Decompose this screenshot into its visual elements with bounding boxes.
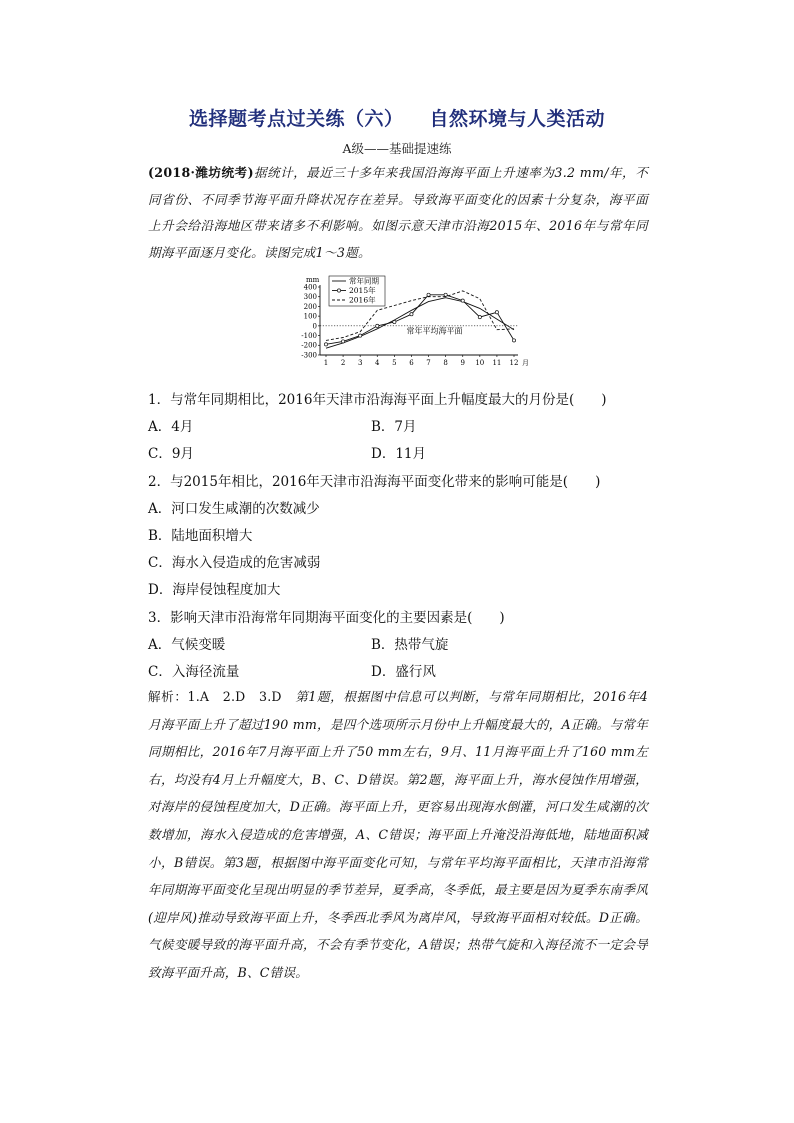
answer-explanation <box>148 683 648 987</box>
x-tick-label: 1 <box>323 359 329 367</box>
question-3-option-c: C．入海径流量 <box>148 664 240 680</box>
y-tick-label: -100 <box>301 331 317 340</box>
question-3-stem: 3．影响天津市沿海常年同期海平面变化的主要因素是( ) <box>148 610 505 626</box>
x-tick-label: 5 <box>392 359 397 367</box>
series-2015-point <box>461 299 464 302</box>
question-2-stem: 2．与2015年相比，2016年天津市沿海海平面变化带来的影响可能是( ) <box>148 474 601 490</box>
intro-source: (2018·潍坊统考) <box>148 165 254 180</box>
x-tick-label: 8 <box>443 359 448 367</box>
section-subtitle: A级——基础提速练 <box>342 141 452 156</box>
series-2015-point <box>478 316 481 319</box>
mean-sea-level-label: 常年平均海平面 <box>406 326 463 336</box>
x-tick-label: 7 <box>426 359 431 367</box>
question-3-option-b: B．热带气旋 <box>371 637 449 653</box>
x-tick-label: 6 <box>409 359 414 367</box>
series-2015-point <box>341 340 344 343</box>
legend-marker <box>337 289 340 292</box>
x-tick-label: 10 <box>475 359 485 367</box>
y-tick-label: 0 <box>312 322 317 331</box>
x-axis-unit-label: 月 <box>522 359 529 367</box>
x-tick-label: 9 <box>460 359 465 367</box>
x-tick-label: 12 <box>509 359 519 367</box>
legend-label: 2016年 <box>349 295 376 305</box>
y-tick-label: -300 <box>301 351 317 360</box>
series-2015-point <box>410 313 413 316</box>
title-part-b: 自然环境与人类活动 <box>429 108 606 130</box>
question-1-option-c: C．9月 <box>148 446 194 462</box>
question-1-option-b: B．7月 <box>371 419 417 435</box>
intro-paragraph <box>148 160 648 266</box>
y-tick-label: 300 <box>303 293 317 302</box>
y-tick-label: 200 <box>303 302 317 311</box>
series-2015-point <box>495 311 498 314</box>
question-2-option-a: A．河口发生咸潮的次数减少 <box>148 501 320 517</box>
legend-label: 常年同期 <box>349 276 379 286</box>
y-tick-label: 400 <box>303 283 317 292</box>
x-tick-label: 2 <box>340 359 346 367</box>
sea-level-chart <box>290 273 540 383</box>
x-tick-label: 4 <box>375 359 380 367</box>
question-2-option-c: C．海水入侵造成的危害减弱 <box>148 555 321 571</box>
answer-text: 第1题，根据图中信息可以判断，与常年同期相比，2016年4月海平面上升了超过190 mm，是四个选项所示月份中上升幅度最大的，A正确。与常年同期相比，2016年7月海平面上升了50 mm左右，9月、11月海平面上升了160 mm左右，均没有4月上升幅度大，B、C、D错误。第2题，海平面上升，海水侵蚀作用增强，对海岸的侵蚀程度加大，D正确。海平面上升，更容易出现海水倒灌，河口发生咸潮的次数增加，海水入侵造成的危害增强，A、C错误；海平面上升淹没沿海低地，陆地面积减小，B错误。第3题，根据图中海平面变化可知，与常年平均海平面相比，天津市沿海常年同期海平面变化呈现出明显的季节差异，夏季高，冬季低，最主要是因为夏季东南季风(迎岸风)推动导致海平面上升，冬季西北季风为离岸风，导致海平面相对较低。D正确。气候变暖导致的海平面升高，不会有季节变化，A错误；热带气旋和入海径流不一定会导致海平面升高，B、C错误。 <box>148 689 649 980</box>
series-2015-point <box>512 339 515 342</box>
series-2015-point <box>444 293 447 296</box>
question-1-option-d: D．11月 <box>371 446 427 462</box>
intro-text: 据统计，最近三十多年来我国沿海海平面上升速率为3.2 mm/年，不同省份、不同季节海平面升降状况存在差异。导致海平面变化的因素十分复杂，海平面上升会给沿海地区带来诸多不利影响。如图示意天津市沿海2015年、2016年与常年同期海平面逐月变化。读图完成1～3题。 <box>148 165 648 260</box>
y-tick-label: -200 <box>301 341 317 350</box>
page-title <box>0 104 794 131</box>
answer-label: 解析：1.A 2.D 3.D <box>148 689 282 704</box>
y-axis-unit-label: mm <box>306 276 320 284</box>
question-1-option-a: A．4月 <box>148 419 194 435</box>
series-2015-point <box>393 320 396 323</box>
x-tick-label: 11 <box>492 359 502 367</box>
series-2015-point <box>324 343 327 346</box>
question-2-option-b: B．陆地面积增大 <box>148 528 253 544</box>
y-tick-label: 100 <box>303 312 317 321</box>
question-3-option-d: D．盛行风 <box>371 664 436 680</box>
question-2-option-d: D．海岸侵蚀程度加大 <box>148 582 281 598</box>
series-2015-point <box>376 324 379 327</box>
series-2015-point <box>427 293 430 296</box>
question-3-option-a: A．气候变暖 <box>148 637 226 653</box>
title-part-a: 选择题考点过关练（六） <box>188 108 404 130</box>
series-2015-point <box>359 334 362 337</box>
question-1-stem: 1．与常年同期相比，2016年天津市沿海海平面上升幅度最大的月份是( ) <box>148 392 607 408</box>
x-tick-label: 3 <box>357 359 363 367</box>
legend-label: 2015年 <box>349 286 376 296</box>
